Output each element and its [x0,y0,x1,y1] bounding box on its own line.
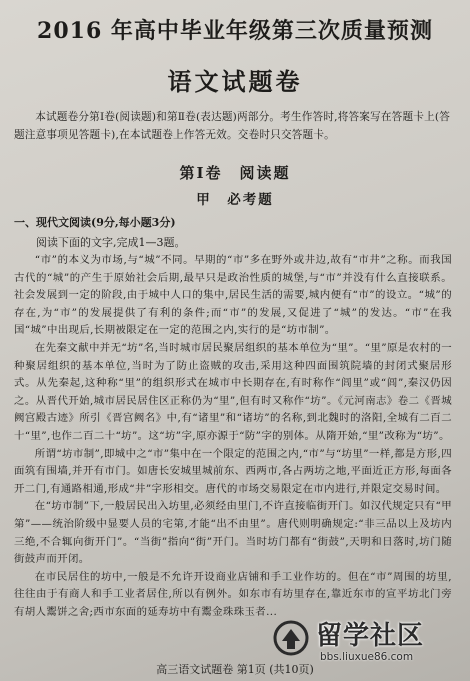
watermark-logo-icon [272,619,310,657]
passage-paragraph: 在先秦文献中并无“坊”名,当时城市居民聚居组织的基本单位为“里”。“里”原是农村的一种聚居组织的基本单位,当时为了防止盗贼的攻击,采用这种四面围筑院墙的封闭式聚居形式。从先秦起,这种称“里”的组织形式在城市中长期存在,有时称作“闾里”或“闾”,秦汉仍因之。从晋代开始,城市居民居住区正称仍为“里”,但有时又称作“坊”。《元河南志》卷二《晋城阙宫殿古迹》所引《晋宫阙名》中,有“诸里”和“诸坊”的名称,到北魏时的洛阳,全城有二百二十“里”,也作二百二十“坊”。这“坊”字,原亦源于“防”字的别体。从隋开始,“里”改称为“坊”。 [14,341,452,442]
question-header: 一、现代文阅读(9分,每小题3分) [14,216,176,229]
passage-paragraph: 所谓“坊市制”,即城中之“市”集中在一个限定的范围之内,“市”与“坊里”一样,都是方形,四面筑有围墙,并开有市门。如唐长安城里城前东、西两市,各占两坊之地,平面近正方形,每面各开二门,有通路相通,形成“井”字形相交。唐代的市场交易限定在市内进行,并限定交易时间。 [14,447,452,495]
passage-paragraph: “市”的本义为市场,与“城”不同。早期的“市”多在野外或井边,故有“市井”之称。而我国古代的“城”的产生于原始社会后期,最早只是政治性质的城堡,与“市”并没有什么直接联系。社会发展到一定的阶段,由于城中人口的集中,居民生活的需要,城内便有“市”的设立。“城”的存在,为“市”的发展提供了有利的条件;而“市”的发展,又促进了“城”的发达。“市”在我国“城”中出现后,长期被限定在一定的范围之内,实行的是“坊市制”。 [14,254,452,337]
reading-passage [14,252,452,621]
passage-paragraph: 在“坊市制”下,一般居民出入坊里,必须经由里门,不许直接临街开门。如汉代规定只有“甲第”——统治阶级中显要人员的宅第,才能“出不由里”。唐代则明确规定:“非三品以上及坊内三绝,不合辄向街开门”。“当街”指向“街”开门。当时坊门都有“街鼓”,天明和日落时,坊门随街鼓声而开闭。 [14,500,452,566]
section-title: 第Ⅰ卷 阅读题 [179,164,291,182]
question-instruction: 阅读下面的文字,完成1—3题。 [36,236,186,249]
exam-title: 2016 年高中毕业年级第三次质量预测 [37,18,433,44]
part-title: 甲 必考题 [196,192,274,208]
exam-instructions: 本试题卷分第Ⅰ卷(阅读题)和第Ⅱ卷(表达题)两部分。考生作答时,将答案写在答题卡上(答题注意事项见答题卡),在本试题卷上作答无效。交卷时只交答题卡。 [14,111,450,141]
passage-paragraph: 在市民居住的坊中,一般是不允许开设商业店铺和手工业作坊的。但在“市”周围的坊里,往往由于有商人和手工业者居住,所以有例外。如东市有坊里存在,靠近东市的宣平坊北门旁有胡人鬻饼之舍;西市东面的延寿坊中有鬻金珠珠玉者... [14,570,452,618]
exam-subtitle: 语文试题卷 [167,67,303,96]
watermark [272,615,462,671]
watermark-text: 留学社区 [316,621,425,651]
watermark-url: bbs.liuxue86.com [320,651,414,663]
page-footer: 高三语文试题卷 第1页 (共10页) [156,663,314,676]
